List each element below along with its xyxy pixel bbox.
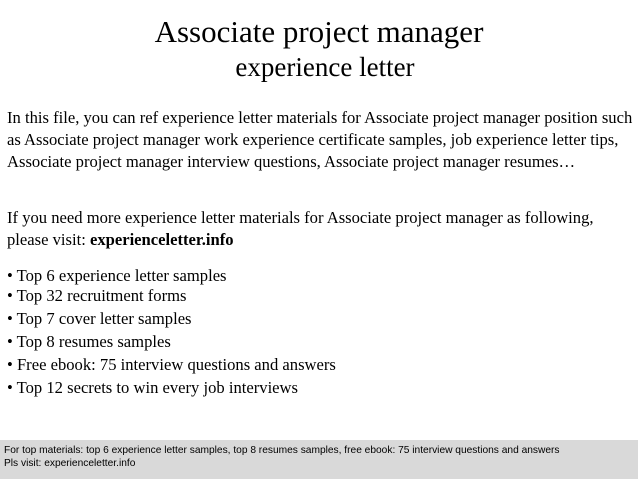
list-item: • Top 8 resumes samples (7, 332, 171, 351)
visit-link[interactable]: experienceletter.info (89, 230, 234, 249)
footer-bar (0, 440, 638, 479)
title-line-2: experience letter (235, 52, 415, 82)
materials-list (7, 265, 635, 399)
footer-line-1: For top materials: top 6 experience letter samples, top 8 resumes samples, free ebook: 75 interview questions and answers (4, 445, 560, 456)
visit-paragraph (7, 207, 635, 251)
intro-paragraph: In this file, you can ref experience letter materials for Associate project manager position such as Associate project manager work experience certificate samples, job experience letter tips, Associate project manager interview questions, Associate project manager resumes… (7, 108, 633, 171)
list-item: • Top 6 experience letter samples (7, 266, 227, 285)
list-item: • Top 12 secrets to win every job interviews (7, 378, 298, 397)
title-line-1: Associate project manager (154, 14, 484, 49)
page-title (0, 14, 638, 84)
visit-text: If you need more experience letter materials for Associate project manager as following, please visit: (7, 208, 594, 249)
footer-line-2[interactable]: Pls visit: experienceletter.info (4, 458, 136, 469)
list-item: • Top 7 cover letter samples (7, 309, 192, 328)
list-item: • Free ebook: 75 interview questions and answers (7, 355, 336, 374)
list-item: • Top 32 recruitment forms (7, 286, 187, 305)
